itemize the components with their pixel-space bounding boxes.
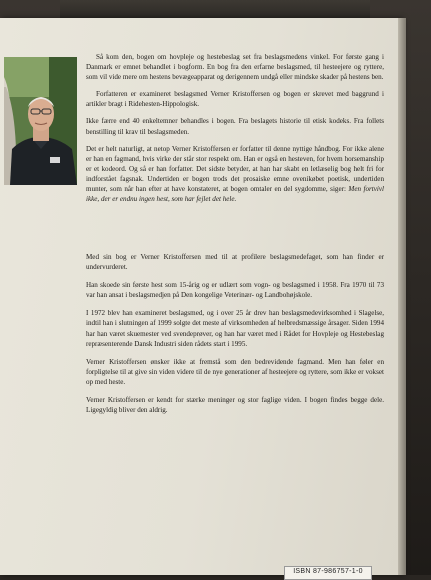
upper-text-column (86, 52, 384, 211)
intro-paragraph: Så kom den, bogen om hovpleje og hestebeslag set fra beslagsmedens vinkel. For første gang i Danmark er emnet behandlet i bogform. En bog fra den erfarne beslagsmed, til hesteejere og ryttere, som vil vide mere om hestens bevægeapparat og derigennem undgå eller mindske skader på hestens ben. (86, 53, 384, 82)
topics-paragraph: Ikke færre end 40 enkeltemner behandles i bogen. Fra beslagets historie til etisk kodeks. Fra follets benstilling til krav til beslagsmeden. (86, 117, 384, 136)
career-paragraph: Han skoede sin første hest som 15-årig og er udlært som vogn- og beslagsmed i 1958. Fra 1970 til 73 var han ansat i beslagsmedjen på Den kongelige Veterinær- og Landbohøjskole. (86, 281, 384, 300)
closing-paragraph: Verner Kristoffersen er kendt for stærke meninger og stor faglige viden. I bogen findes begge dele. Ligegyldig bliver den aldrig. (86, 396, 384, 415)
profile-paragraph: Med sin bog er Verner Kristoffersen med til at profilere beslagsmedefaget, som han finder er undervurderet. (86, 253, 384, 272)
examination-paragraph: I 1972 blev han examineret beslagsmed, og i over 25 år drev han beslagsmedevirksomhed i Slagelse, indtil han i slutningen af 1999 solgte det meste af virksomheden af helbredsmæssige årsager. Siden 1994 har han været skuemester ved svendeprøver, og han har været med i Rådet for Hovpleje og Hestebeslag repræsenterende Dansk Industri siden rådets start i 1995. (86, 309, 384, 348)
author-portrait-illustration (4, 57, 77, 185)
author-photo (4, 57, 77, 185)
praise-paragraph (86, 144, 384, 205)
author-paragraph: Forfatteren er examineret beslagsmed Verner Kristoffersen og bogen er skrevet med baggrund i artikler bragt i Ridehesten-Hippologisk. (86, 90, 384, 109)
praise-quote: Men fortvivl ikke, der er endnu ingen hest, som har fejlet det hele. (86, 185, 384, 204)
isbn-label: ISBN 87-986757-1-0 (284, 566, 372, 580)
book-spine-edge (398, 18, 406, 575)
mission-paragraph: Verner Kristoffersen ønsker ikke at fremstå som den bedrevidende fagmand. Men han føler en forpligtelse til at give sin viden videre til de nye generationer af hesteejere og ryttere, som ikke er vokset op med heste. (86, 357, 384, 386)
lower-text-column (86, 252, 384, 423)
top-edge-shadow (60, 0, 370, 20)
praise-text: Det er helt naturligt, at netop Verner Kristoffersen er forfatter til denne nyttige håndbog. For ikke alene er han en fagmand, hvis virke der står stor respekt om. Han er også en hesteven, for hvem horsemanship er et kodeord. Og så er han forfatter. Det sidste betyder, at han har skabt en letlæselig bog helt fri for indforstået fagsnak. Undertiden er bogen trods det prosaiske emne ovenikøbet poetisk, undertiden munter, som når han efter at have konstateret, at bogen omtaler en del sygdomme, siger: (86, 144, 384, 194)
